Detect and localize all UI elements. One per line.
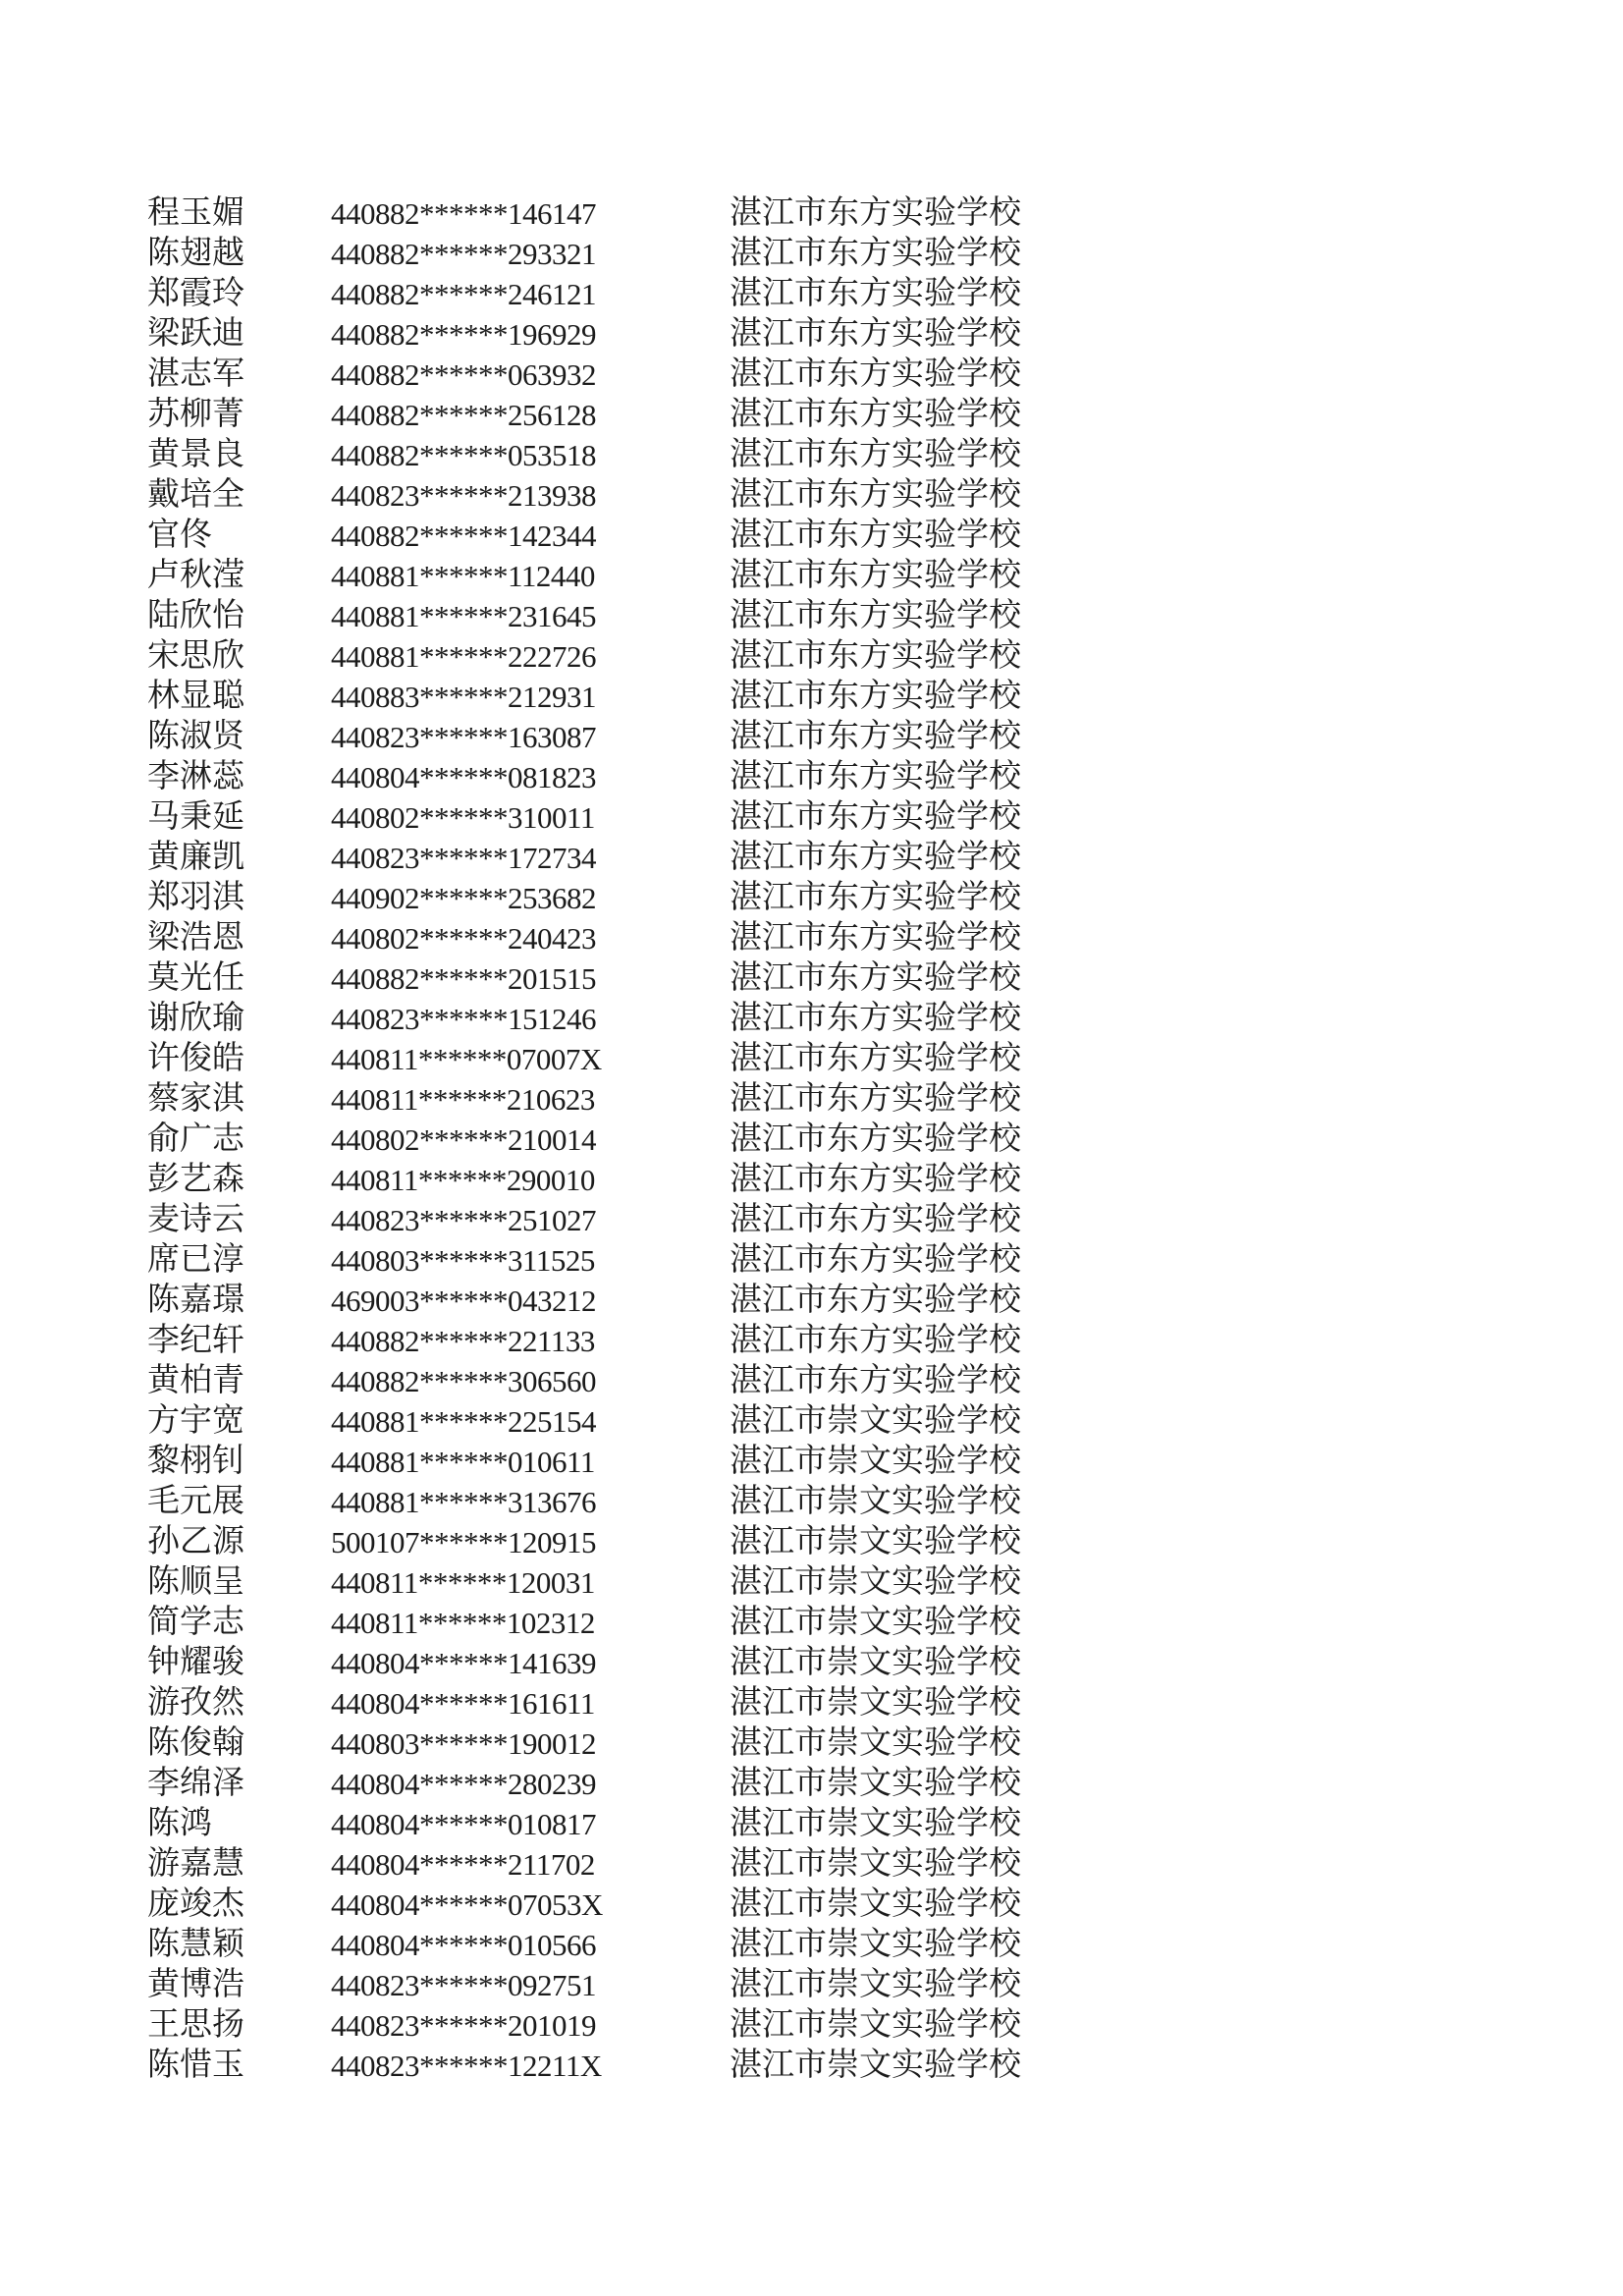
school-name-cell: 湛江市崇文实验学校 bbox=[730, 1403, 1021, 1439]
id-number-cell: 440881******225154 bbox=[331, 1404, 596, 1439]
table-row bbox=[0, 1482, 1623, 1522]
student-name-cell: 钟耀骏 bbox=[147, 1645, 244, 1680]
student-name-cell: 李纪轩 bbox=[147, 1323, 244, 1358]
id-number-cell: 440823******213938 bbox=[331, 478, 596, 513]
table-row bbox=[0, 677, 1623, 717]
table-row bbox=[0, 1965, 1623, 2005]
table-row bbox=[0, 596, 1623, 636]
id-number-cell: 440823******092751 bbox=[331, 1968, 596, 2002]
id-number-cell: 440804******141639 bbox=[331, 1646, 596, 1680]
student-roster-list bbox=[0, 193, 1623, 2086]
school-name-cell: 湛江市崇文实验学校 bbox=[730, 1927, 1021, 1962]
student-name-cell: 黄景良 bbox=[147, 437, 244, 472]
table-row bbox=[0, 1281, 1623, 1321]
school-name-cell: 湛江市崇文实验学校 bbox=[730, 1484, 1021, 1519]
table-row bbox=[0, 314, 1623, 355]
table-row bbox=[0, 2005, 1623, 2046]
table-row bbox=[0, 1442, 1623, 1482]
school-name-cell: 湛江市东方实验学校 bbox=[730, 397, 1021, 432]
id-number-cell: 440882******142344 bbox=[331, 519, 596, 553]
student-name-cell: 游嘉慧 bbox=[147, 1846, 244, 1882]
school-name-cell: 湛江市崇文实验学校 bbox=[730, 1886, 1021, 1922]
table-row bbox=[0, 1683, 1623, 1723]
id-number-cell: 440882******146147 bbox=[331, 196, 596, 231]
table-row bbox=[0, 1844, 1623, 1885]
school-name-cell: 湛江市崇文实验学校 bbox=[730, 1967, 1021, 2002]
table-row bbox=[0, 1562, 1623, 1603]
school-name-cell: 湛江市东方实验学校 bbox=[730, 960, 1021, 996]
student-name-cell: 莫光任 bbox=[147, 960, 244, 996]
id-number-cell: 440881******112440 bbox=[331, 559, 595, 593]
id-number-cell: 440811******210623 bbox=[331, 1082, 595, 1117]
student-name-cell: 陈慧颖 bbox=[147, 1927, 244, 1962]
table-row bbox=[0, 1764, 1623, 1804]
table-row bbox=[0, 1361, 1623, 1401]
table-row bbox=[0, 274, 1623, 314]
school-name-cell: 湛江市东方实验学校 bbox=[730, 759, 1021, 794]
student-name-cell: 陈淑贤 bbox=[147, 719, 244, 754]
student-name-cell: 简学志 bbox=[147, 1605, 244, 1640]
id-number-cell: 440804******161611 bbox=[331, 1686, 595, 1721]
table-row bbox=[0, 1321, 1623, 1361]
id-number-cell: 440882******196929 bbox=[331, 317, 596, 352]
id-number-cell: 440804******010566 bbox=[331, 1928, 596, 1962]
id-number-cell: 440823******201019 bbox=[331, 2008, 596, 2043]
school-name-cell: 湛江市崇文实验学校 bbox=[730, 1725, 1021, 1761]
id-number-cell: 440804******280239 bbox=[331, 1767, 596, 1801]
student-name-cell: 陈惜玉 bbox=[147, 2048, 244, 2083]
id-number-cell: 440882******221133 bbox=[331, 1324, 595, 1358]
table-row bbox=[0, 1522, 1623, 1562]
school-name-cell: 湛江市崇文实验学校 bbox=[730, 1685, 1021, 1721]
table-row bbox=[0, 1804, 1623, 1844]
table-row bbox=[0, 234, 1623, 274]
school-name-cell: 湛江市崇文实验学校 bbox=[730, 1524, 1021, 1559]
school-name-cell: 湛江市崇文实验学校 bbox=[730, 1444, 1021, 1479]
student-name-cell: 郑霞玲 bbox=[147, 276, 244, 311]
student-name-cell: 麦诗云 bbox=[147, 1202, 244, 1237]
id-number-cell: 440881******010611 bbox=[331, 1445, 595, 1479]
table-row bbox=[0, 1643, 1623, 1683]
school-name-cell: 湛江市东方实验学校 bbox=[730, 1081, 1021, 1117]
student-name-cell: 方宇宽 bbox=[147, 1403, 244, 1439]
school-name-cell: 湛江市东方实验学校 bbox=[730, 1202, 1021, 1237]
table-row bbox=[0, 435, 1623, 475]
student-name-cell: 毛元展 bbox=[147, 1484, 244, 1519]
student-name-cell: 宋思欣 bbox=[147, 638, 244, 674]
id-number-cell: 440802******310011 bbox=[331, 800, 595, 835]
school-name-cell: 湛江市崇文实验学校 bbox=[730, 1605, 1021, 1640]
table-row bbox=[0, 1925, 1623, 1965]
table-row bbox=[0, 717, 1623, 757]
student-name-cell: 席已淳 bbox=[147, 1242, 244, 1278]
id-number-cell: 440882******053518 bbox=[331, 438, 596, 472]
table-row bbox=[0, 878, 1623, 918]
table-row bbox=[0, 395, 1623, 435]
id-number-cell: 440902******253682 bbox=[331, 881, 596, 915]
student-name-cell: 蔡家淇 bbox=[147, 1081, 244, 1117]
school-name-cell: 湛江市东方实验学校 bbox=[730, 1363, 1021, 1398]
id-number-cell: 440802******240423 bbox=[331, 921, 596, 956]
school-name-cell: 湛江市东方实验学校 bbox=[730, 880, 1021, 915]
school-name-cell: 湛江市东方实验学校 bbox=[730, 316, 1021, 352]
school-name-cell: 湛江市东方实验学校 bbox=[730, 1001, 1021, 1036]
student-name-cell: 黎栩钊 bbox=[147, 1444, 244, 1479]
school-name-cell: 湛江市东方实验学校 bbox=[730, 477, 1021, 513]
table-row bbox=[0, 1120, 1623, 1160]
school-name-cell: 湛江市东方实验学校 bbox=[730, 1242, 1021, 1278]
table-row bbox=[0, 797, 1623, 838]
student-name-cell: 庞竣杰 bbox=[147, 1886, 244, 1922]
student-name-cell: 游孜然 bbox=[147, 1685, 244, 1721]
student-name-cell: 郑羽淇 bbox=[147, 880, 244, 915]
table-row bbox=[0, 1079, 1623, 1120]
id-number-cell: 440883******212931 bbox=[331, 680, 596, 714]
school-name-cell: 湛江市东方实验学校 bbox=[730, 518, 1021, 553]
id-number-cell: 440882******063932 bbox=[331, 357, 596, 392]
id-number-cell: 500107******120915 bbox=[331, 1525, 596, 1559]
table-row bbox=[0, 1885, 1623, 1925]
id-number-cell: 440811******290010 bbox=[331, 1163, 595, 1197]
student-name-cell: 戴培全 bbox=[147, 477, 244, 513]
table-row bbox=[0, 999, 1623, 1039]
school-name-cell: 湛江市崇文实验学校 bbox=[730, 2048, 1021, 2083]
id-number-cell: 440823******163087 bbox=[331, 720, 596, 754]
school-name-cell: 湛江市崇文实验学校 bbox=[730, 1564, 1021, 1600]
school-name-cell: 湛江市东方实验学校 bbox=[730, 840, 1021, 875]
student-name-cell: 李淋蕊 bbox=[147, 759, 244, 794]
id-number-cell: 440823******12211X bbox=[331, 2049, 602, 2083]
table-row bbox=[0, 1723, 1623, 1764]
id-number-cell: 440804******081823 bbox=[331, 760, 596, 794]
table-row bbox=[0, 1200, 1623, 1240]
id-number-cell: 440804******211702 bbox=[331, 1847, 595, 1882]
student-name-cell: 黄廉凯 bbox=[147, 840, 244, 875]
table-row bbox=[0, 838, 1623, 878]
table-row bbox=[0, 1039, 1623, 1079]
student-name-cell: 陈顺呈 bbox=[147, 1564, 244, 1600]
id-number-cell: 440804******07053X bbox=[331, 1887, 603, 1922]
school-name-cell: 湛江市东方实验学校 bbox=[730, 598, 1021, 633]
table-row bbox=[0, 636, 1623, 677]
student-name-cell: 梁浩恩 bbox=[147, 920, 244, 956]
student-name-cell: 官佟 bbox=[147, 518, 212, 553]
id-number-cell: 440804******010817 bbox=[331, 1807, 596, 1841]
student-name-cell: 陈嘉璟 bbox=[147, 1283, 244, 1318]
student-name-cell: 卢秋滢 bbox=[147, 558, 244, 593]
id-number-cell: 440802******210014 bbox=[331, 1122, 596, 1157]
table-row bbox=[0, 355, 1623, 395]
table-row bbox=[0, 958, 1623, 999]
school-name-cell: 湛江市东方实验学校 bbox=[730, 236, 1021, 271]
student-name-cell: 彭艺森 bbox=[147, 1162, 244, 1197]
id-number-cell: 440881******222726 bbox=[331, 639, 596, 674]
student-name-cell: 程玉媚 bbox=[147, 195, 244, 231]
id-number-cell: 440811******120031 bbox=[331, 1565, 595, 1600]
id-number-cell: 440823******172734 bbox=[331, 841, 596, 875]
school-name-cell: 湛江市东方实验学校 bbox=[730, 679, 1021, 714]
school-name-cell: 湛江市东方实验学校 bbox=[730, 356, 1021, 392]
school-name-cell: 湛江市东方实验学校 bbox=[730, 719, 1021, 754]
student-name-cell: 陈翅越 bbox=[147, 236, 244, 271]
id-number-cell: 440823******251027 bbox=[331, 1203, 596, 1237]
school-name-cell: 湛江市东方实验学校 bbox=[730, 1323, 1021, 1358]
id-number-cell: 469003******043212 bbox=[331, 1284, 596, 1318]
school-name-cell: 湛江市崇文实验学校 bbox=[730, 1766, 1021, 1801]
school-name-cell: 湛江市东方实验学校 bbox=[730, 638, 1021, 674]
school-name-cell: 湛江市东方实验学校 bbox=[730, 437, 1021, 472]
student-name-cell: 马秉延 bbox=[147, 799, 244, 835]
school-name-cell: 湛江市崇文实验学校 bbox=[730, 1806, 1021, 1841]
id-number-cell: 440811******07007X bbox=[331, 1042, 602, 1076]
student-name-cell: 黄博浩 bbox=[147, 1967, 244, 2002]
table-row bbox=[0, 1603, 1623, 1643]
school-name-cell: 湛江市东方实验学校 bbox=[730, 1162, 1021, 1197]
school-name-cell: 湛江市东方实验学校 bbox=[730, 920, 1021, 956]
table-row bbox=[0, 918, 1623, 958]
id-number-cell: 440882******246121 bbox=[331, 277, 596, 311]
student-name-cell: 林显聪 bbox=[147, 679, 244, 714]
school-name-cell: 湛江市东方实验学校 bbox=[730, 1041, 1021, 1076]
student-name-cell: 梁跃迪 bbox=[147, 316, 244, 352]
school-name-cell: 湛江市东方实验学校 bbox=[730, 276, 1021, 311]
school-name-cell: 湛江市东方实验学校 bbox=[730, 1283, 1021, 1318]
student-name-cell: 黄柏青 bbox=[147, 1363, 244, 1398]
school-name-cell: 湛江市崇文实验学校 bbox=[730, 1846, 1021, 1882]
table-row bbox=[0, 2046, 1623, 2086]
table-row bbox=[0, 1160, 1623, 1200]
student-name-cell: 许俊皓 bbox=[147, 1041, 244, 1076]
student-name-cell: 谢欣瑜 bbox=[147, 1001, 244, 1036]
table-row bbox=[0, 516, 1623, 556]
id-number-cell: 440881******231645 bbox=[331, 599, 596, 633]
table-row bbox=[0, 193, 1623, 234]
school-name-cell: 湛江市崇文实验学校 bbox=[730, 1645, 1021, 1680]
student-name-cell: 陈俊翰 bbox=[147, 1725, 244, 1761]
student-name-cell: 俞广志 bbox=[147, 1121, 244, 1157]
school-name-cell: 湛江市东方实验学校 bbox=[730, 1121, 1021, 1157]
id-number-cell: 440882******201515 bbox=[331, 961, 596, 996]
student-name-cell: 孙乙源 bbox=[147, 1524, 244, 1559]
id-number-cell: 440803******311525 bbox=[331, 1243, 595, 1278]
school-name-cell: 湛江市东方实验学校 bbox=[730, 195, 1021, 231]
student-name-cell: 陆欣怡 bbox=[147, 598, 244, 633]
student-name-cell: 李绵泽 bbox=[147, 1766, 244, 1801]
table-row bbox=[0, 757, 1623, 797]
school-name-cell: 湛江市崇文实验学校 bbox=[730, 2007, 1021, 2043]
id-number-cell: 440882******293321 bbox=[331, 237, 596, 271]
student-name-cell: 湛志军 bbox=[147, 356, 244, 392]
table-row bbox=[0, 1401, 1623, 1442]
id-number-cell: 440882******256128 bbox=[331, 398, 596, 432]
student-name-cell: 苏柳菁 bbox=[147, 397, 244, 432]
id-number-cell: 440882******306560 bbox=[331, 1364, 596, 1398]
student-name-cell: 陈鸿 bbox=[147, 1806, 212, 1841]
table-row bbox=[0, 556, 1623, 596]
table-row bbox=[0, 1240, 1623, 1281]
id-number-cell: 440811******102312 bbox=[331, 1606, 595, 1640]
school-name-cell: 湛江市东方实验学校 bbox=[730, 558, 1021, 593]
table-row bbox=[0, 475, 1623, 516]
id-number-cell: 440803******190012 bbox=[331, 1726, 596, 1761]
id-number-cell: 440823******151246 bbox=[331, 1002, 596, 1036]
school-name-cell: 湛江市东方实验学校 bbox=[730, 799, 1021, 835]
student-name-cell: 王思扬 bbox=[147, 2007, 244, 2043]
id-number-cell: 440881******313676 bbox=[331, 1485, 596, 1519]
